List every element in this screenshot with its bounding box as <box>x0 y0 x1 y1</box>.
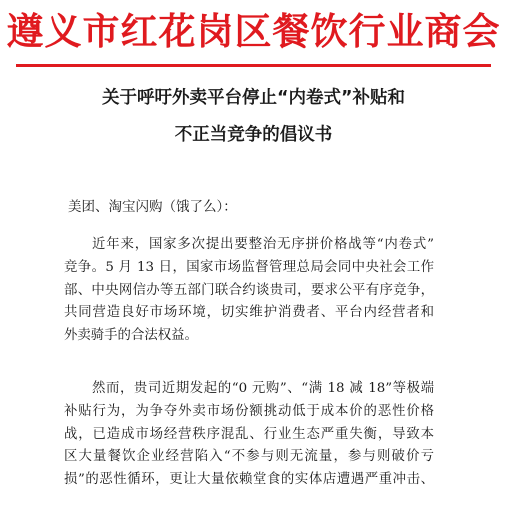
body-paragraph-1 <box>64 234 434 348</box>
paragraph-line: 补贴行为，为争夺外卖市场份额挑动低于成本价的恶性价格 <box>64 403 434 419</box>
paragraph-line: 然而，贵司近期发起的“0 元购”、“满 18 减 18”等极端 <box>92 381 434 396</box>
letterhead-red-rule <box>16 64 491 67</box>
letterhead-org-name: 遵义市红花岗区餐饮行业商会 <box>6 9 501 53</box>
document-title-line-1: 关于呼吁外卖平台停止“内卷式”补贴和 <box>101 88 405 108</box>
paragraph-line: 区大量餐饮企业经营陷入“不参与则无流量，参与则破价亏 <box>64 449 434 465</box>
paragraph-line: 竞争。5 月 13 日，国家市场监督管理总局会同中央社会工作 <box>64 259 434 275</box>
document-title-line-2: 不正当竞争的倡议书 <box>174 125 333 145</box>
paragraph-line: 外卖骑手的合法权益。 <box>64 328 198 344</box>
paragraph-line: 损”的恶性循环，更让大量依赖堂食的实体店遭遇严重冲击、 <box>64 472 434 488</box>
body-paragraph-2 <box>64 378 434 492</box>
paragraph-line: 近年来，国家多次提出要整治无序拼价格战等“内卷式” <box>92 237 434 252</box>
paragraph-line: 战，已造成市场经营秩序混乱、行业生态严重失衡，导致本 <box>64 426 434 442</box>
salutation: 美团、淘宝闪购（饿了么）： <box>68 199 237 215</box>
paragraph-line: 部、中央网信办等五部门联合约谈贵司，要求公平有序竞争， <box>64 282 434 298</box>
paragraph-line: 共同营造良好市场环境，切实维护消费者、平台内经营者和 <box>64 305 434 321</box>
